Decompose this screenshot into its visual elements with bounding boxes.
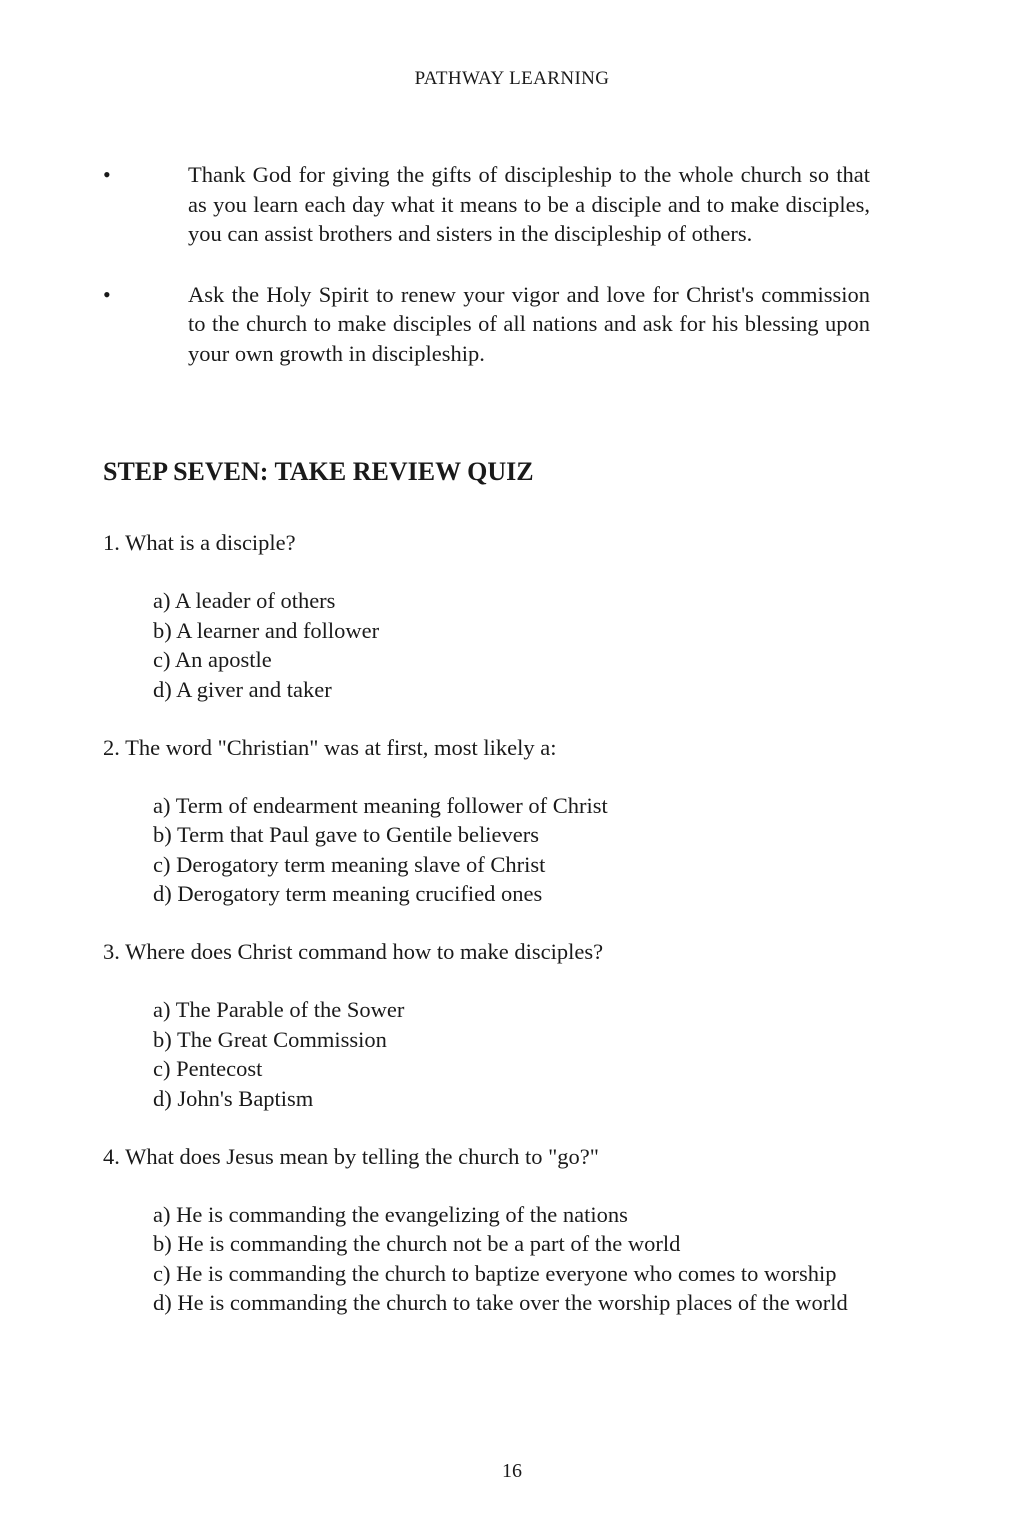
bullet-item <box>103 280 870 369</box>
answer-option: d) John's Baptism <box>153 1085 314 1111</box>
answer-option: a) He is commanding the evangelizing of the nations <box>153 1201 628 1227</box>
bullet-text: Thank God for giving the gifts of discipleship to the whole church so that as you learn each day what it means to be a disciple and to make disciples, you can assist brothers and sisters in the discipleship of others. <box>188 162 870 246</box>
answer-options <box>103 995 870 1113</box>
answer-options <box>103 1200 870 1318</box>
page-number: 16 <box>502 1460 522 1482</box>
answer-option: c) Pentecost <box>153 1056 263 1081</box>
answer-option: a) Term of endearment meaning follower of Christ <box>153 792 608 818</box>
answer-option: b) He is commanding the church not be a part of the world <box>153 1231 681 1256</box>
answer-option: c) Derogatory term meaning slave of Christ <box>153 851 546 877</box>
quiz-question-3 <box>103 937 870 1113</box>
answer-option: a) The Parable of the Sower <box>153 997 405 1022</box>
review-quiz <box>103 528 870 1346</box>
answer-option: c) An apostle <box>153 647 272 672</box>
question-text: 1. What is a disciple? <box>103 530 296 555</box>
answer-options <box>103 586 870 704</box>
answer-option: b) The Great Commission <box>153 1026 387 1052</box>
answer-option: b) Term that Paul gave to Gentile believers <box>153 822 540 847</box>
bullet-icon: • <box>103 281 111 307</box>
quiz-question-1 <box>103 528 870 704</box>
prayer-bullet-list <box>103 160 870 399</box>
answer-option: d) A giver and taker <box>153 676 332 702</box>
answer-option: d) Derogatory term meaning crucified ones <box>153 881 543 906</box>
quiz-question-4 <box>103 1142 870 1318</box>
answer-option: d) He is commanding the church to take over the worship places of the world <box>153 1290 848 1315</box>
answer-option: b) A learner and follower <box>153 617 380 643</box>
answer-option: c) He is commanding the church to baptize everyone who comes to worship <box>153 1260 837 1286</box>
question-text: 2. The word "Christian" was at first, most likely a: <box>103 734 557 760</box>
answer-option: a) A leader of others <box>153 588 336 613</box>
running-header: PATHWAY LEARNING <box>414 68 610 89</box>
answer-options <box>103 791 870 909</box>
section-heading: STEP SEVEN: TAKE REVIEW QUIZ <box>103 457 534 486</box>
bullet-icon: • <box>103 162 111 187</box>
quiz-question-2 <box>103 733 870 909</box>
bullet-text: Ask the Holy Spirit to renew your vigor and love for Christ's commission to the church to make disciples of all nations and ask for his blessing upon your own growth in discipleship. <box>188 281 870 366</box>
bullet-item <box>103 160 870 249</box>
question-text: 4. What does Jesus mean by telling the church to "go?" <box>103 1143 599 1169</box>
question-text: 3. Where does Christ command how to make disciples? <box>103 939 604 964</box>
